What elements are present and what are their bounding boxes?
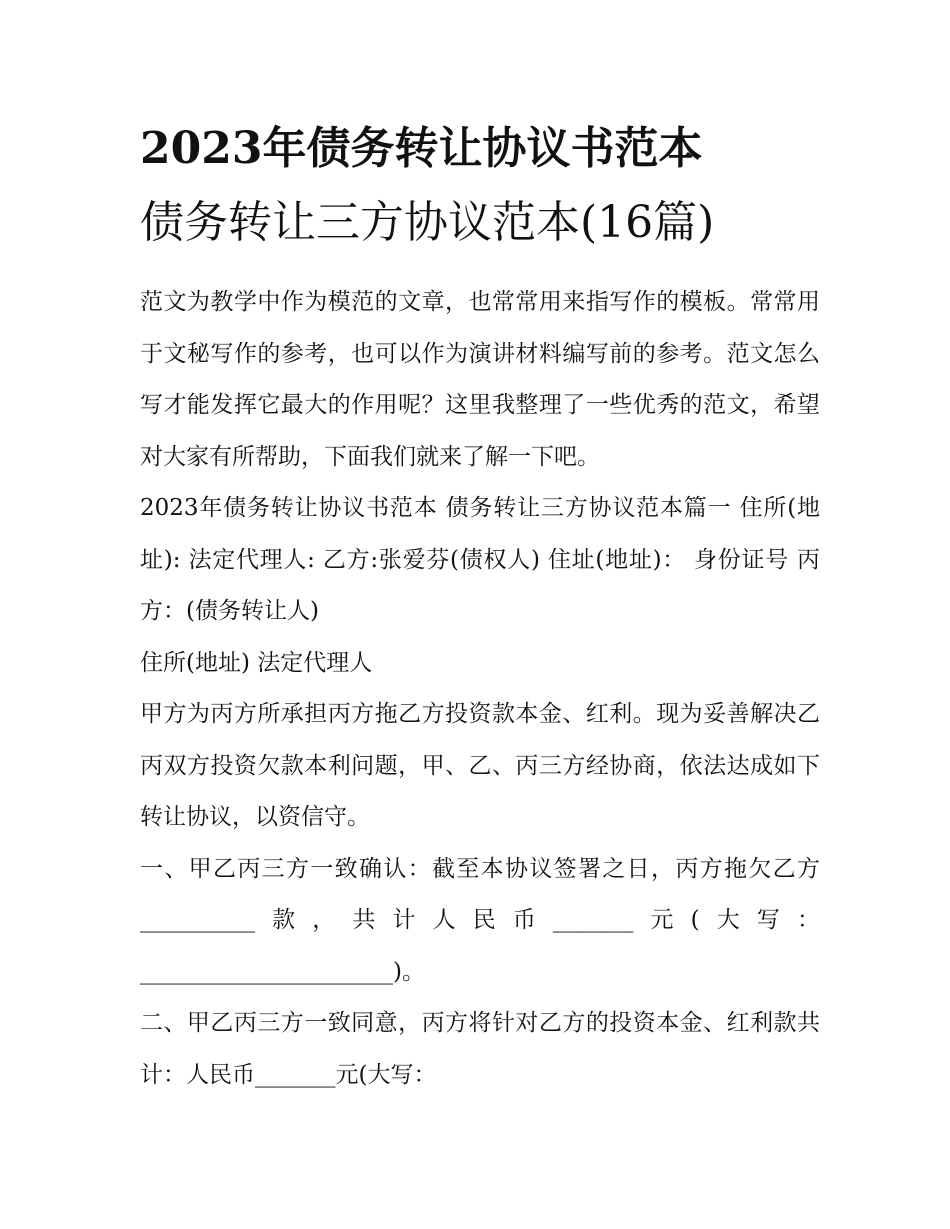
title-line-2: 债务转让三方协议范本(16篇): [140, 197, 715, 248]
paragraph-parties: 2023年债务转让协议书范本 债务转让三方协议范本篇一 住所(地址): 法定代理人: 乙方:张爱芬(债权人) 住址(地址)： 身份证号 丙方：(债务转让人): [140, 495, 820, 624]
paragraph-address: 住所(地址) 法定代理人: [140, 649, 373, 676]
paragraph-preamble: 甲方为丙方所承担丙方拖乙方投资款本金、红利。现为妥善解决乙丙双方投资欠款本利问题，甲、乙、丙三方经协商，依法达成如下转让协议，以资信守。: [140, 701, 820, 830]
document-title: [140, 112, 820, 260]
document-body: [140, 277, 820, 1101]
paragraph-clause-2: 二、甲乙丙三方一致同意，丙方将针对乙方的投资本金、红利款共计：人民币_______元(大写：: [140, 1010, 820, 1088]
document-page: [140, 112, 820, 1101]
paragraph-clause-1: 一、甲乙丙三方一致确认：截至本协议签署之日，丙方拖欠乙方__________款，共计人民币_______元(大写：______________________)。: [140, 855, 820, 985]
title-line-1: 2023年债务转让协议书范本: [140, 123, 703, 174]
paragraph-intro: 范文为教学中作为模范的文章，也常常用来指写作的模板。常常用于文秘写作的参考，也可以作为演讲材料编写前的参考。范文怎么写才能发挥它最大的作用呢？这里我整理了一些优秀的范文，希望对大家有所帮助，下面我们就来了解一下吧。: [140, 289, 820, 470]
